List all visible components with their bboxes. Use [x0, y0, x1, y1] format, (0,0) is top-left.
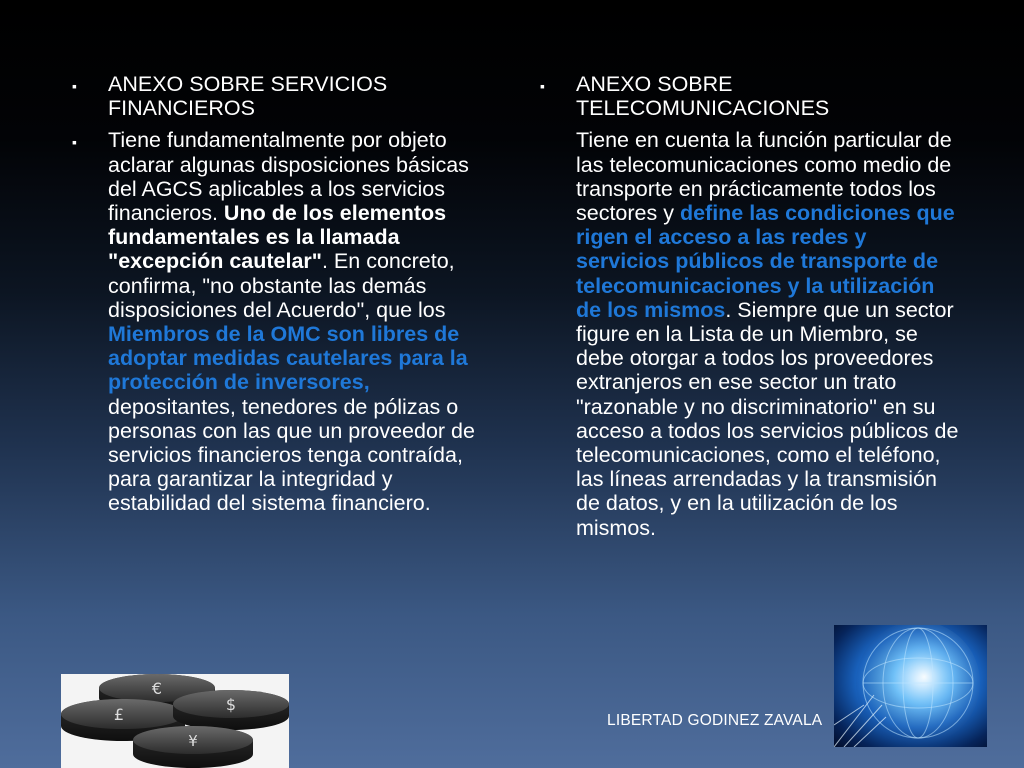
left-body-text-2: . En concreto, confirma, "no obstante las demás disposiciones del Acuerdo", que los [108, 249, 455, 322]
yen-icon: ¥ [188, 732, 198, 750]
left-bold-text: Uno de los elementos fundamentales es la llamada "excepción cautelar" [108, 201, 447, 274]
yen-coin [133, 726, 253, 768]
left-heading-item [70, 72, 490, 120]
left-body-text-3: depositantes, tenedores de pólizas o personas con las que un proveedor de servicios financieros tenga contraída, para garantizar la integridad y estabilidad del sistema financiero. [108, 394, 475, 516]
author-footer: LIBERTAD GODINEZ ZAVALA [607, 712, 823, 729]
left-body-item [70, 128, 490, 515]
globe-illustration [834, 625, 987, 747]
dollar-coin [173, 690, 289, 730]
coins-illustration [61, 674, 289, 768]
coins-image [61, 674, 289, 768]
euro-icon: € [151, 679, 163, 698]
globe-image [834, 625, 987, 747]
bullet-icon: ▪ [72, 134, 77, 151]
left-body-text: Tiene fundamentalmente por objeto aclarar algunas disposiciones básicas del AGCS aplicables a los servicios financieros. [108, 128, 469, 226]
right-heading: ANEXO SOBRE TELECOMUNICACIONES [576, 72, 830, 121]
right-highlight-text: define las condiciones que rigen el acceso a las redes y servicios públicos de transporte de telecomunicaciones y la utilización de los mismos [576, 201, 955, 322]
left-highlight-text: Miembros de la OMC son libres de adoptar medidas cautelares para la protección de inversores, [108, 322, 468, 395]
bullet-icon: ▪ [72, 78, 77, 94]
pound-icon: £ [113, 705, 125, 724]
right-heading-item [538, 72, 963, 120]
bullet-icon: ▪ [540, 78, 545, 94]
left-column [70, 72, 490, 524]
right-body-text-2: . Siempre que un sector figure en la Lista de un Miembro, se debe otorgar a todos los proveedores extranjeros en ese sector un trato "razonable y no discriminatorio" en su acceso a todos los servicios públicos de telecomunicaciones, como el teléfono, las líneas arrendadas y la transmisión de datos, y en la utilización de los mismos. [576, 297, 959, 540]
left-heading: ANEXO SOBRE SERVICIOS FINANCIEROS [108, 72, 388, 121]
right-body-item [538, 128, 963, 539]
right-body-text: Tiene en cuenta la función particular de las telecomunicaciones como medio de transporte en prácticamente todos los sectores y [576, 128, 952, 226]
dollar-icon: $ [225, 695, 237, 714]
right-column [538, 72, 963, 548]
